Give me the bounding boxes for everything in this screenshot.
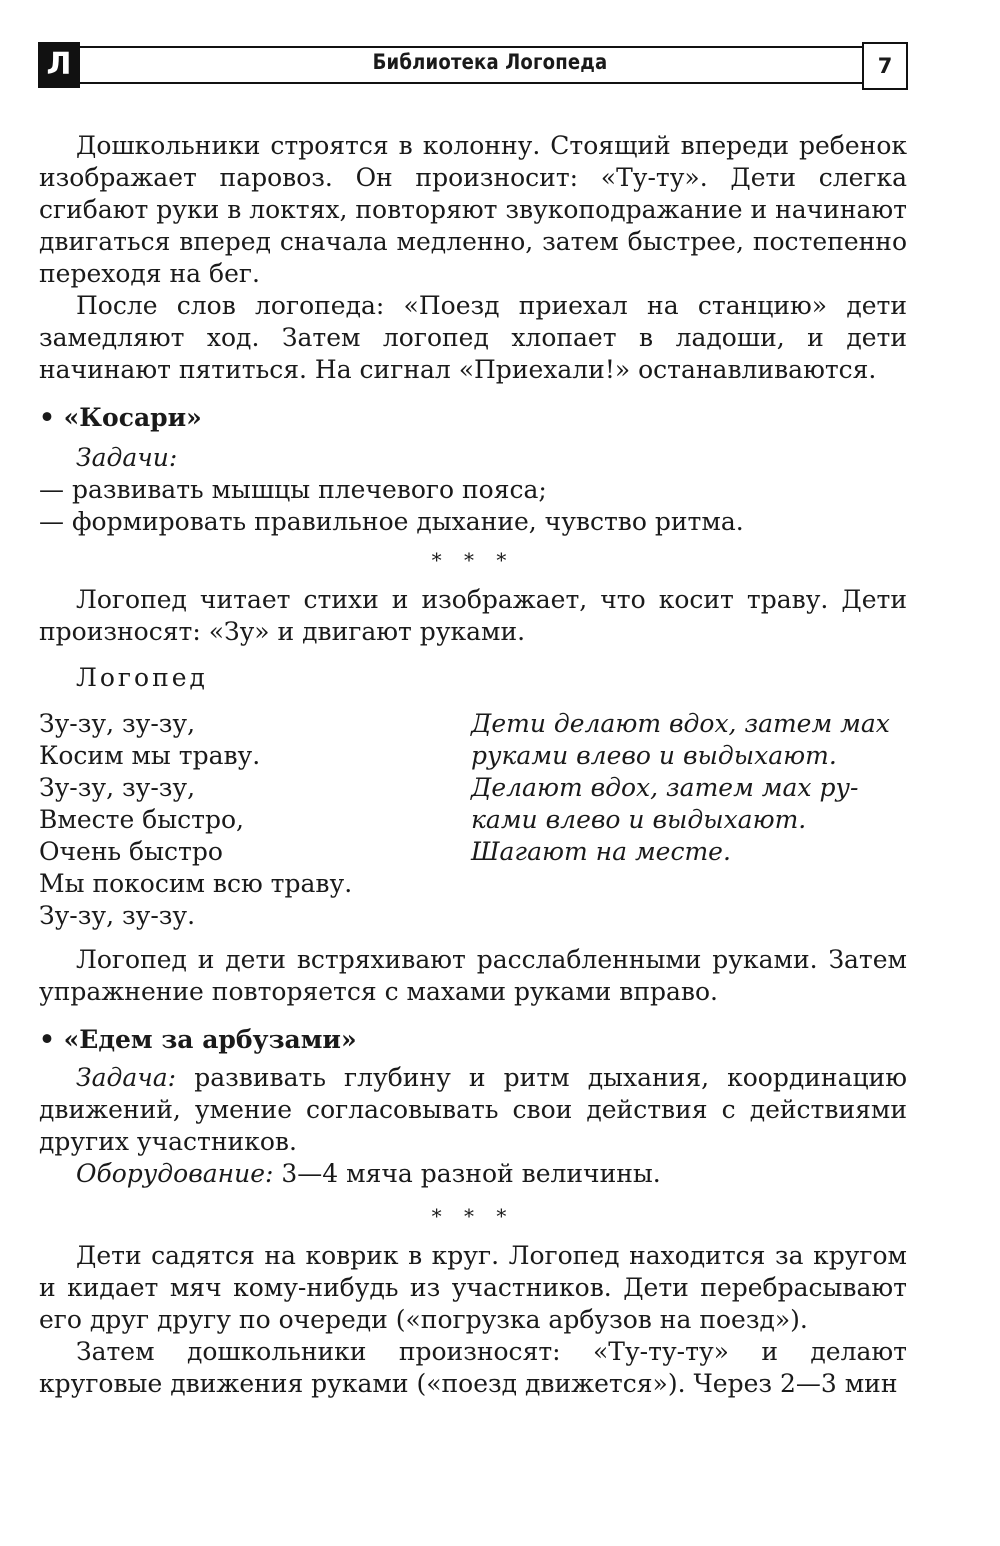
task-item: — формировать правильное дыхание, чувство ритма. xyxy=(39,507,744,536)
header-rule-bottom xyxy=(80,82,900,84)
equipment-paragraph xyxy=(39,1158,907,1190)
section-divider: * * * xyxy=(431,1204,515,1228)
arbuzy-paragraph-1: Дети садятся на коврик в круг. Логопед находится за кругом и кидает мяч кому-нибудь из участников. Дети перебрасывают его друг другу по очереди («погрузка арбузов на поезд»). xyxy=(39,1241,907,1334)
poem-line: Косим мы траву. xyxy=(39,741,261,770)
kosari-after: Логопед и дети встряхивают расслабленными руками. Затем упражнение повторяется с махами руками вправо. xyxy=(39,945,907,1006)
action-line: Делают вдох, затем мах ру- xyxy=(471,773,859,802)
series-title: Библиотека Логопеда xyxy=(372,50,608,74)
series-logo: Л xyxy=(38,42,80,88)
task-text: развивать глубину и ритм дыхания, координацию движений, умение согласовывать свои действия с действиями других участников. xyxy=(39,1063,907,1156)
poem-block xyxy=(39,708,907,932)
task-item: — развивать мышцы плечевого пояса; xyxy=(39,475,547,504)
action-line: Шагают на месте. xyxy=(471,837,731,866)
speaker-label: Логопед xyxy=(76,663,208,692)
page-number: 7 xyxy=(862,42,908,90)
kosari-description: Логопед читает стихи и изображает, что косит траву. Дети произносят: «Зу» и двигают руками. xyxy=(39,585,907,646)
action-line: ками влево и выдыхают. xyxy=(471,805,807,834)
page-body xyxy=(39,130,907,1400)
poem-line: Мы покосим всю траву. xyxy=(39,869,353,898)
poem-text xyxy=(39,708,471,932)
action-line: Дети делают вдох, затем мах xyxy=(471,709,890,738)
intro-paragraph-2: После слов логопеда: «Поезд приехал на станцию» дети замедляют ход. Затем логопед хлопает в ладоши, и дети начинают пятиться. На сигнал «Приехали!» останавливаются. xyxy=(39,291,907,384)
page-header xyxy=(38,42,906,88)
poem-line: Вместе быстро, xyxy=(39,805,244,834)
poem-line: Зу-зу, зу-зу. xyxy=(39,901,196,930)
header-rule-top xyxy=(80,46,900,48)
equipment-text: 3—4 мяча разной величины. xyxy=(273,1159,661,1188)
poem-line: Очень быстро xyxy=(39,837,223,866)
task-paragraph xyxy=(39,1062,907,1158)
section-divider: * * * xyxy=(431,548,515,572)
poem-line: Зу-зу, зу-зу, xyxy=(39,709,196,738)
exercise-title-kosari: • «Косари» xyxy=(39,403,202,432)
exercise-title-arbuzy: • «Едем за арбузами» xyxy=(39,1025,357,1054)
action-line: руками влево и выдыхают. xyxy=(471,741,837,770)
poem-actions xyxy=(471,708,907,932)
task-label: Задача: xyxy=(76,1063,177,1092)
poem-line: Зу-зу, зу-зу, xyxy=(39,773,196,802)
equipment-label: Оборудование: xyxy=(76,1159,274,1188)
arbuzy-paragraph-2: Затем дошкольники произносят: «Ту-ту-ту» и делают круговые движения руками («поезд движется»). Через 2—3 мин xyxy=(39,1337,907,1398)
tasks-label: Задачи: xyxy=(76,443,178,472)
intro-paragraph-1: Дошкольники строятся в колонну. Стоящий впереди ребенок изображает паровоз. Он произносит: «Ту-ту». Дети слегка сгибают руки в локтях, повторяют звукоподражание и начинают двигаться вперед сначала медленно, затем быстрее, постепенно переходя на бег. xyxy=(39,131,907,288)
